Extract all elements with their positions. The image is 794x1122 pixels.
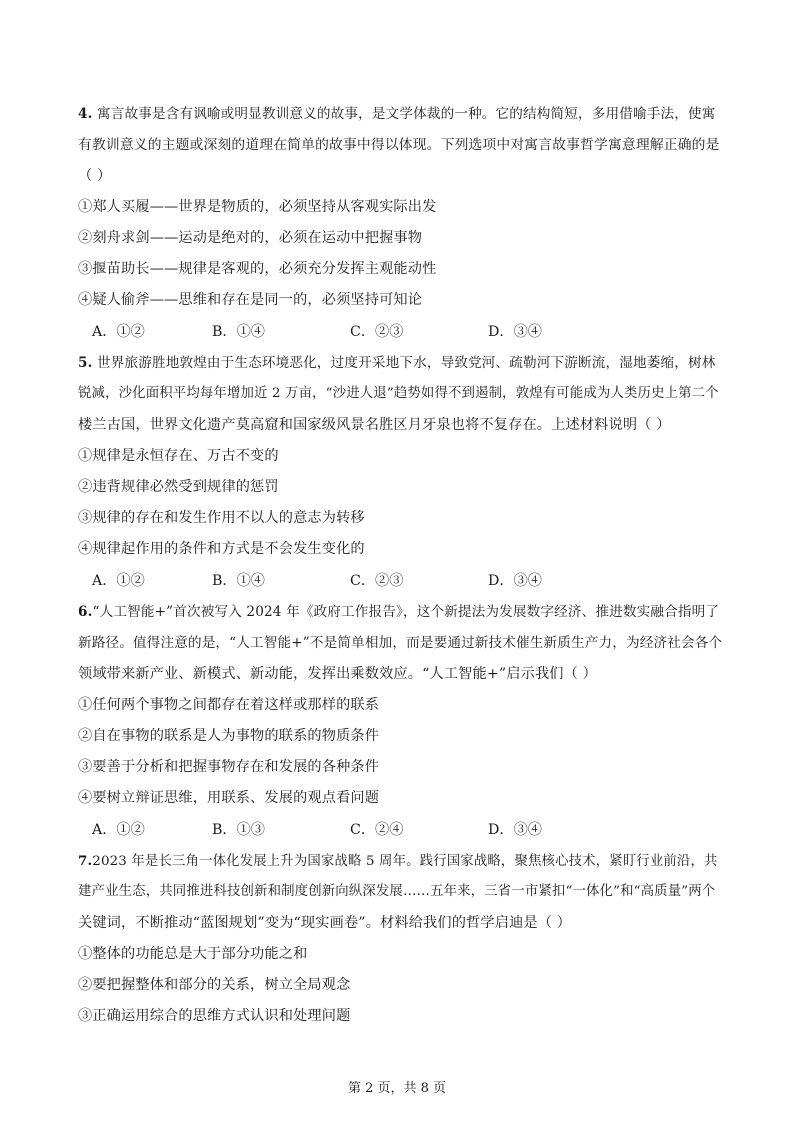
question-4-option-d[interactable]: D．③④ — [488, 324, 542, 340]
question-5-statement-2: ②违背规律必然受到规律的惩罚 — [78, 479, 279, 495]
question-4-answer-bracket: （ ） — [78, 168, 112, 184]
question-6-statement-2: ②自在事物的联系是人为事物的联系的物质条件 — [78, 728, 380, 744]
question-5-statement-1: ①规律是永恒存在、万古不变的 — [78, 448, 279, 464]
page-footer: 第 2 页，共 8 页 — [347, 1081, 447, 1096]
question-4-option-c[interactable]: C．②③ — [350, 324, 404, 340]
question-5-statement-3: ③规律的存在和发生作用不以人的意志为转移 — [78, 510, 365, 526]
question-7-stem-line-3: 关键词，不断推动“蓝图规划”变为“现实画卷”。材料给我们的哲学启迪是（ ） — [78, 915, 572, 931]
question-4-statement-3: ③揠苗助长——规律是客观的，必须充分发挥主观能动性 — [78, 261, 437, 277]
question-6-stem-line-2: 新路径。值得注意的是，“人工智能+”不是简单相加，而是要通过新技术催生新质生产力，为经济社会各个 — [78, 635, 723, 651]
question-6-statement-3: ③要善于分析和把握事物存在和发展的各种条件 — [78, 759, 380, 775]
question-5-option-a[interactable]: A．①② — [92, 573, 145, 589]
question-4-number: 4. — [78, 106, 93, 122]
question-5-option-c[interactable]: C．②③ — [350, 573, 404, 589]
question-7-statement-3: ③正确运用综合的思维方式认识和处理问题 — [78, 1008, 351, 1024]
question-7-statement-2: ②要把握整体和部分的关系，树立全局观念 — [78, 977, 351, 993]
question-4-option-a[interactable]: A．①② — [92, 324, 145, 340]
question-6-option-a[interactable]: A．①② — [92, 822, 145, 838]
question-5-option-d[interactable]: D．③④ — [488, 573, 542, 589]
question-7-stem-line-2: 建产业生态，共同推进科技创新和制度创新向纵深发展……五年来，三省一市紧扣“一体化”和“高质量”两个 — [78, 884, 716, 899]
question-5-statement-4: ④规律起作用的条件和方式是不会发生变化的 — [78, 541, 365, 557]
question-4-statement-1: ①郑人买履——世界是物质的，必须坚持从客观实际出发 — [78, 199, 437, 215]
question-5-stem-line-3: 楼兰古国，世界文化遗产莫高窟和国家级风景名胜区月牙泉也将不复存在。上述材料说明（ ） — [78, 417, 671, 433]
question-4-stem-line-1: 4. 寓言故事是含有讽喻或明显教训意义的故事，是文学体裁的一种。它的结构简短，多用借喻手法，使寓 — [78, 106, 716, 122]
question-6-statement-1: ①任何两个事物之间都存在着这样或那样的联系 — [78, 697, 380, 713]
question-6-statement-4: ④要树立辩证思维，用联系、发展的观点看问题 — [78, 790, 380, 806]
question-6-option-c[interactable]: C．②④ — [350, 822, 404, 838]
question-6-stem-line-3: 领域带来新产业、新模式、新动能，发挥出乘数效应。“人工智能+”启示我们（ ） — [78, 666, 597, 682]
question-4-statement-2: ②刻舟求剑——运动是绝对的，必须在运动中把握事物 — [78, 230, 423, 246]
question-6-option-d[interactable]: D．③④ — [488, 822, 542, 838]
question-7-stem-line-1: 7.2023 年是长三角一体化发展上升为国家战略 5 周年。践行国家战略，聚焦核心技术，紧盯行业前沿，共 — [78, 853, 718, 869]
question-6-stem-line-1: 6.“人工智能+”首次被写入 2024 年《政府工作报告》，这个新提法为发展数字经济、推进数实融合指明了 — [78, 604, 720, 620]
question-5-stem-line-1: 5. 世界旅游胜地敦煌由于生态环境恶化，过度开采地下水，导致党河、疏勒河下游断流，湿地萎缩，树林 — [78, 355, 716, 371]
question-4-option-b[interactable]: B．①④ — [212, 324, 265, 340]
question-4-stem-line-2: 有教训意义的主题或深刻的道理在简单的故事中得以体现。下列选项中对寓言故事哲学寓意理解正确的是 — [78, 137, 720, 153]
question-6-option-b[interactable]: B．①③ — [212, 822, 265, 838]
question-5-number: 5. — [78, 355, 93, 371]
question-6-number: 6. — [78, 604, 93, 620]
question-5-option-b[interactable]: B．①④ — [212, 573, 265, 589]
question-7-statement-1: ①整体的功能总是大于部分功能之和 — [78, 946, 308, 962]
question-5-stem-line-2: 锐减，沙化面积平均每年增加近 2 万亩，“沙进人退”趋势如得不到遏制，敦煌有可能成为人类历史上第二个 — [78, 386, 719, 401]
question-7-number: 7. — [78, 853, 93, 869]
question-4-statement-4: ④疑人偷斧——思维和存在是同一的，必须坚持可知论 — [78, 292, 423, 308]
